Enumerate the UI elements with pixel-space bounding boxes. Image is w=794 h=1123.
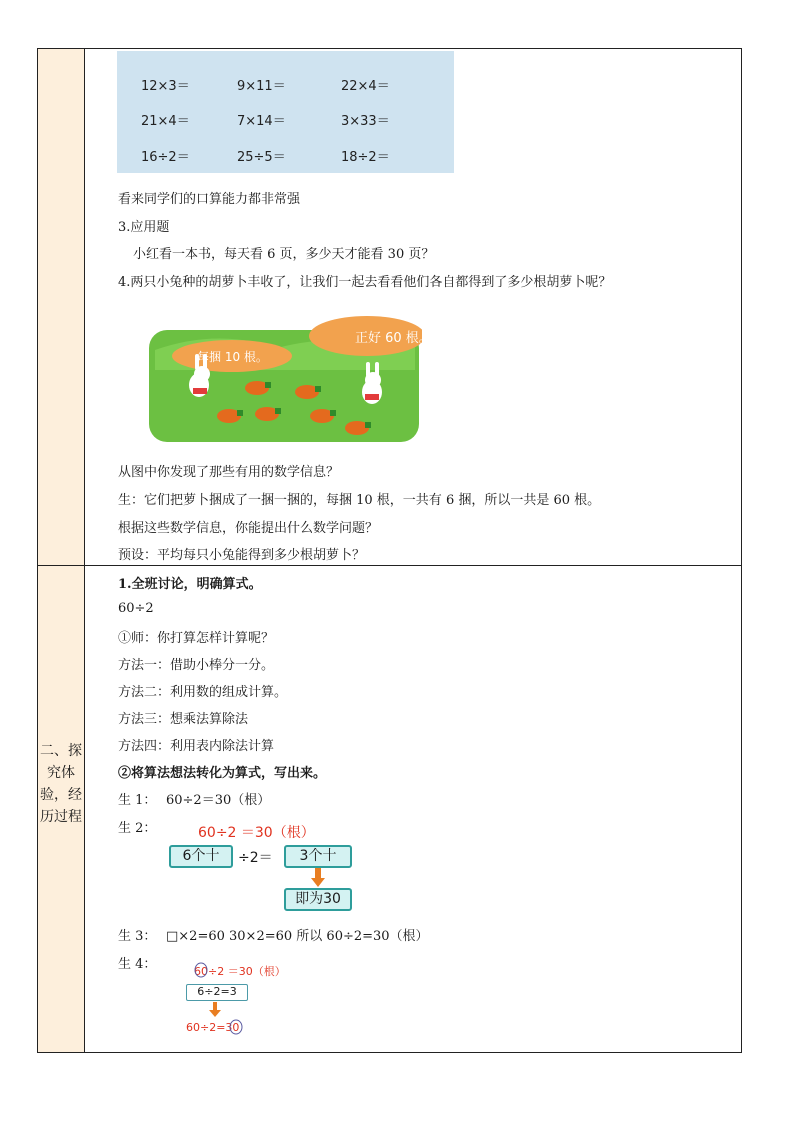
row-divider <box>37 565 742 566</box>
exercise: 12×3＝ <box>141 79 190 94</box>
student4-box: 6÷2=3 <box>186 984 248 1001</box>
exercise: 21×4＝ <box>141 114 190 129</box>
student2-box-result: 即为30 <box>284 888 352 911</box>
exercise: 22×4＝ <box>341 79 390 94</box>
exercise: 7×14＝ <box>237 114 286 129</box>
arrow-down-icon <box>209 1002 221 1018</box>
student2-box-three-tens: 3个十 <box>284 845 352 868</box>
student4-bottom-equation: 60÷2=30 <box>186 1021 240 1034</box>
exercise: 16÷2＝ <box>141 150 190 165</box>
student3-text: □×2=60 30×2=60 所以 60÷2=30（根） <box>166 929 429 944</box>
arrow-down-icon <box>310 868 326 888</box>
method-4: 方法四：利用表内除法计算 <box>118 739 275 754</box>
exercise: 9×11＝ <box>237 79 286 94</box>
method-3: 方法三：想乘法算除法 <box>118 712 249 727</box>
student2-divide: ÷2＝ <box>238 850 273 866</box>
heading-convert: ②将算法想法转化为算式，写出来。 <box>118 766 327 781</box>
bubble-text-right: 正好 60 根。 <box>355 331 432 346</box>
expression: 60÷2 <box>118 601 154 616</box>
method-1: 方法一：借助小棒分一分。 <box>118 658 275 673</box>
teacher-question: ①师：你打算怎样计算呢？ <box>118 631 275 646</box>
circle-mark-icon <box>229 1019 243 1035</box>
circle-mark-icon <box>194 962 208 978</box>
student2-label: 生 2： <box>118 821 157 836</box>
question-problem: 根据这些数学信息，你能提出什么数学问题？ <box>118 521 379 536</box>
heading-carrots: 4.两只小兔种的胡萝卜丰收了，让我们一起去看看他们各自都得到了多少根胡萝卜呢？ <box>118 275 612 290</box>
heading-discussion: 1.全班讨论，明确算式。 <box>118 577 262 592</box>
student1-text: 60÷2＝30（根） <box>166 793 271 808</box>
heading-application: 3.应用题 <box>118 220 170 235</box>
question-info: 从图中你发现了那些有用的数学信息？ <box>118 465 340 480</box>
application-problem: 小红看一本书，每天看 6 页，多少天才能看 30 页？ <box>133 247 435 262</box>
exercise: 25÷5＝ <box>237 150 286 165</box>
student3-label: 生 3： <box>118 929 157 944</box>
bubble-text-left: 每捆 10 根。 <box>197 350 268 364</box>
student2-box-six-tens: 6个十 <box>169 845 233 868</box>
exercise: 18÷2＝ <box>341 150 390 165</box>
exercise: 3×33＝ <box>341 114 390 129</box>
student-answer: 生：它们把萝卜捆成了一捆一捆的，每捆 10 根，一共有 6 捆，所以一共是 60 根。 <box>118 493 601 508</box>
section-label: 二、探究体验，经历过程 <box>40 743 82 825</box>
student1-label: 生 1： <box>118 793 157 808</box>
method-2: 方法二：利用数的组成计算。 <box>118 685 288 700</box>
praise-line: 看来同学们的口算能力都非常强 <box>118 192 301 207</box>
preset-answer: 预设：平均每只小兔能得到多少根胡萝卜？ <box>118 548 366 563</box>
student4-red-equation: 60÷2 ＝30（根） <box>194 965 286 978</box>
student2-red-equation: 60÷2 ＝30（根） <box>198 825 315 841</box>
column-divider <box>84 48 85 1053</box>
student4-label: 生 4： <box>118 957 157 972</box>
oral-exercise-box <box>117 51 454 173</box>
